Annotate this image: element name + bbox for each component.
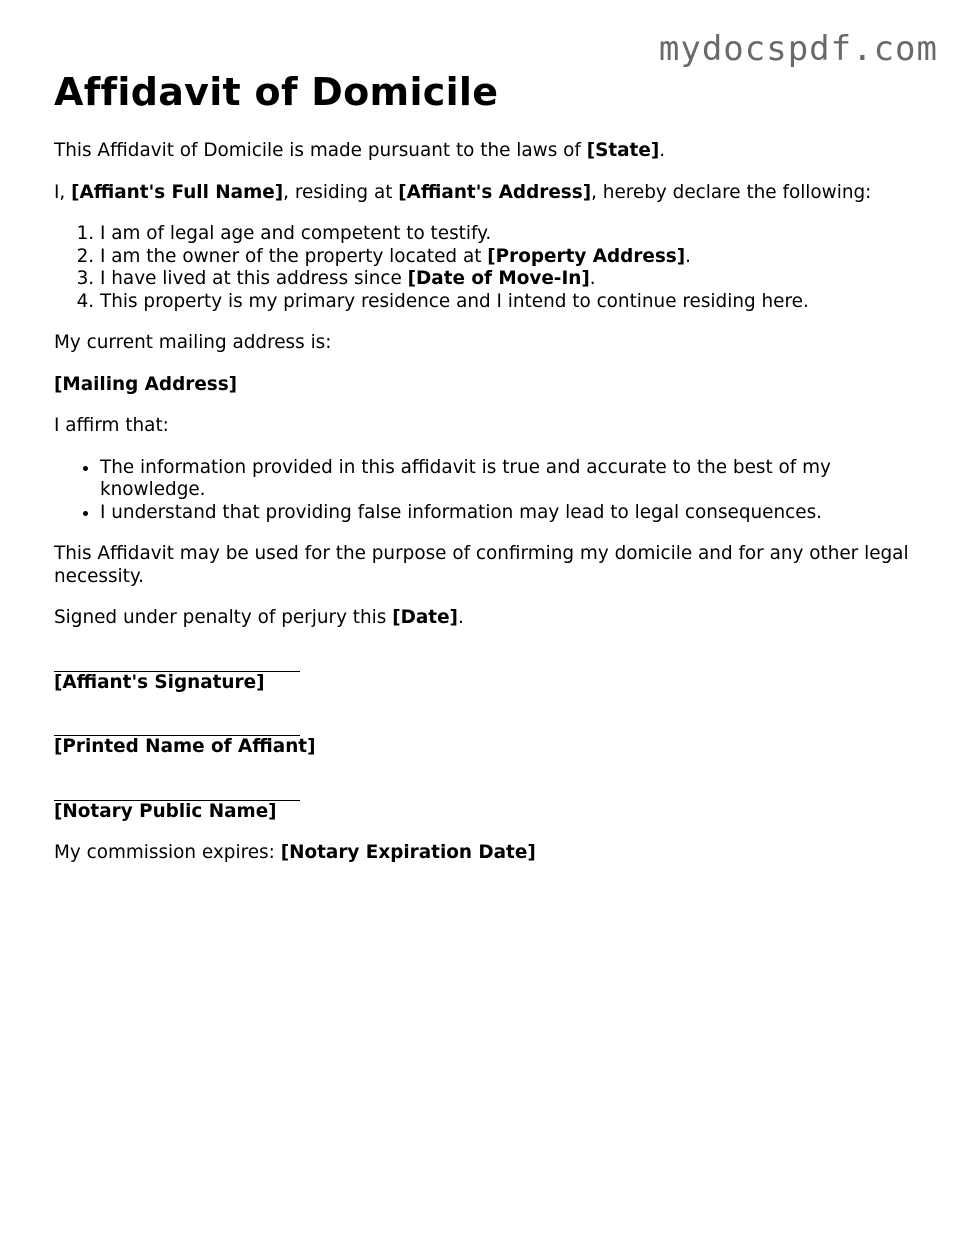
statement-item: [100, 246, 934, 269]
mailing-address-text: [Mailing Address]: [54, 373, 238, 395]
statement-item: [100, 291, 934, 314]
affiant-signature-line: [54, 649, 300, 672]
affirm-list: [54, 457, 934, 525]
declaration-prefix: I,: [54, 181, 72, 203]
mailing-label: My current mailing address is:: [54, 332, 332, 353]
notary-name-line: [54, 778, 300, 801]
purpose-paragraph: This Affidavit may be used for the purpose of confirming my domicile and for any other legal necessity.: [54, 543, 909, 587]
intro-suffix: .: [659, 140, 666, 161]
statement-text: I am the owner of the property located at: [100, 245, 488, 267]
commission-prefix: My commission expires:: [54, 842, 281, 863]
affirm-item: • The information provided in this affidavit is true and accurate to the best of my knowledge.: [100, 457, 934, 502]
declaration-paragraph: [54, 182, 934, 205]
affiant-address-placeholder: [Affiant's Address]: [398, 181, 592, 203]
printed-name-label: [Printed Name of Affiant]: [54, 736, 316, 757]
declaration-middle: , residing at: [283, 181, 399, 203]
affiant-name-placeholder: [Affiant's Full Name]: [71, 181, 284, 203]
intro-prefix: This Affidavit of Domicile is made pursuant to the laws of: [54, 140, 587, 161]
signed-prefix: Signed under penalty of perjury this: [54, 607, 393, 628]
statement-item: [100, 223, 934, 246]
document-body: [54, 140, 934, 884]
statement-suffix: .: [589, 268, 596, 289]
statement-text: I am of legal age and competent to testify.: [100, 223, 492, 244]
affiant-signature-label: [Affiant's Signature]: [54, 671, 265, 693]
affirm-label: I affirm that:: [54, 415, 169, 436]
statement-text: I have lived at this address since: [100, 268, 408, 289]
signed-paragraph: [54, 607, 934, 630]
state-placeholder: [State]: [586, 140, 660, 161]
statements-list: [54, 223, 934, 313]
notary-name-label: [Notary Public Name]: [54, 800, 277, 822]
statement-text: This property is my primary residence and I intend to continue residing here.: [100, 290, 809, 312]
printed-name-line: [54, 713, 300, 736]
mailing-address-placeholder: [54, 374, 934, 397]
affirm-item: • I understand that providing false information may lead to legal consequences.: [100, 502, 934, 525]
declaration-suffix: , hereby declare the following:: [591, 181, 872, 203]
move-in-date-placeholder: [Date of Move-In]: [407, 268, 590, 289]
notary-expiration-placeholder: [Notary Expiration Date]: [280, 842, 536, 863]
property-address-placeholder: [Property Address]: [487, 245, 686, 267]
date-placeholder: [Date]: [392, 607, 458, 628]
intro-paragraph: [54, 140, 934, 163]
document-title: Affidavit of Domicile: [54, 70, 499, 114]
watermark: mydocspdf.com: [658, 29, 938, 69]
statement-suffix: .: [685, 245, 692, 267]
signed-suffix: .: [457, 607, 464, 628]
commission-paragraph: [54, 842, 934, 865]
statement-item: [100, 268, 934, 291]
